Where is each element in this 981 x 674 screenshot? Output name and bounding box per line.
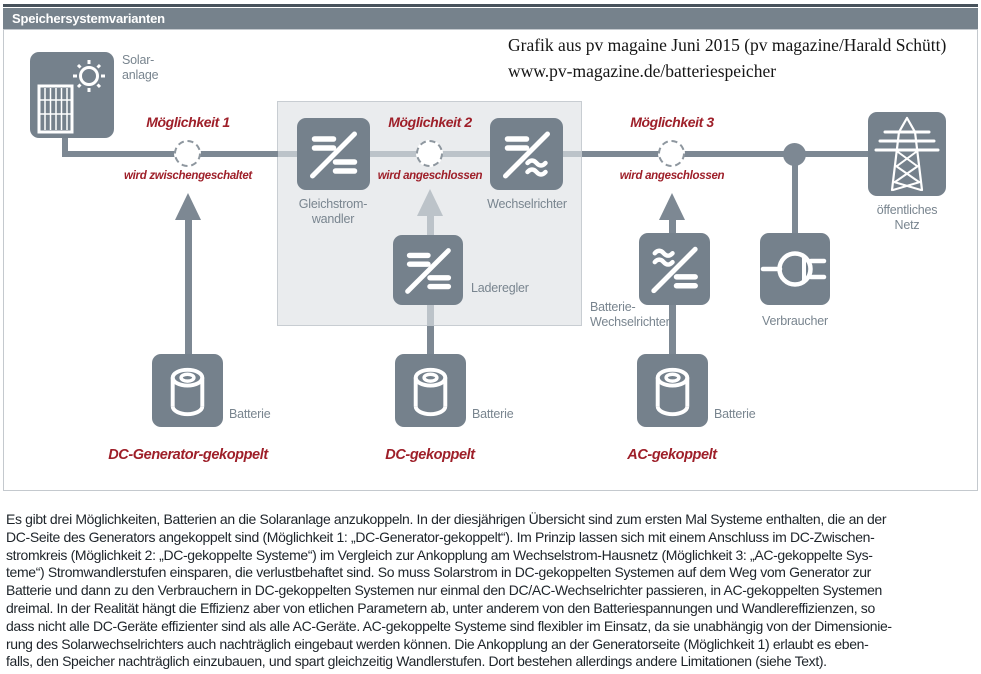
coupling-label-2: DC-gekoppelt — [385, 447, 475, 463]
battery-icon-1 — [152, 354, 223, 427]
coupling-label-3: AC-gekoppelt — [627, 447, 717, 463]
solar-label: Solar- anlage — [122, 53, 159, 82]
inverter-label: Wechselrichter — [487, 197, 567, 211]
caption-line: Es gibt drei Möglichkeiten, Batterien an die Solaranlage anzukoppeln. In der diesjährigen Übersicht sind zum ersten Mal Systeme enthalten, die an der — [6, 511, 887, 527]
caption-line: stromkreis (Möglichkeit 2: „DC-gekoppelte Systeme“) im Vergleich zur Ankopplung am Wechselstrom-Hausnetz (Möglichkeit 3: „AC-gekoppelte Sys- — [6, 546, 873, 563]
consumer-plug-icon — [760, 233, 830, 305]
attribution-line1: Grafik aus pv magaine Juni 2015 (pv magazine/Harald Schütt) — [508, 35, 947, 55]
connection-point-3 — [658, 140, 685, 167]
junction-dot — [783, 143, 806, 166]
battery-icon-2 — [395, 354, 466, 427]
battery-label-2: Batterie — [472, 407, 514, 421]
arrow-up-icon-3 — [659, 193, 685, 220]
header-bar — [3, 8, 978, 29]
battery-label-1: Batterie — [229, 407, 271, 421]
main-line-right — [582, 151, 871, 157]
battery-inverter-label: Batterie- Wechselrichter — [590, 300, 670, 329]
caption — [6, 511, 976, 671]
caption-line: rung des Solarwechselrichters auch nachträglich eingebaut werden können. Die Ankopplung an der Generatorseite (Möglichkeit 1) erlaubt es eben- — [6, 635, 869, 652]
battery-inverter-icon — [639, 233, 710, 305]
possibility-2-subtitle: wird angeschlossen — [377, 170, 483, 182]
main-line-left — [62, 151, 278, 157]
battery-label-3: Batterie — [714, 407, 756, 421]
grid-label: öffentliches Netz — [876, 203, 938, 232]
arrow-up-icon-1 — [175, 193, 201, 220]
caption-line: teme“) Stromwandlerstufen einsparen, die verlustbehaftet sind. So muss Solarstrom in DC-gekoppelten Systemen auf dem Weg vom Generator zur — [6, 564, 871, 581]
solar-panel-icon — [30, 52, 114, 138]
caption-line: dass nicht alle DC-Geräte effizienter sind als alle AC-Geräte. AC-gekoppelte Systeme sind flexibler im Einsatz, da sie unabhängig von der Dimensionie- — [6, 617, 892, 634]
possibility-3-title: Möglichkeit 3 — [630, 114, 714, 130]
coupling-label-1: DC-Generator-gekoppelt — [108, 447, 268, 463]
caption-line: falls, den Speicher nachträglich einzubauen, und spart gleichzeitig Wandlerstufen. Dort bestehen allerdings andere Limitationen (siehe Text). — [6, 653, 827, 670]
top-rule — [3, 4, 978, 7]
arrow-shaft-2-dark — [427, 326, 434, 355]
arrow-up-icon-2 — [417, 189, 443, 216]
consumer-branch-line — [792, 154, 798, 238]
charge-controller-icon — [393, 235, 463, 305]
dc-dc-converter-label: Gleichstrom- wandler — [298, 197, 368, 226]
possibility-2-title: Möglichkeit 2 — [388, 114, 472, 130]
caption-line: DC-Seite des Generators angekoppelt sind (Möglichkeit 1: „DC-Generator-gekoppelt“). Im Prinzip lassen sich mit einem Anschluss im DC-Zwischen- — [6, 528, 875, 545]
battery-icon-3 — [637, 354, 708, 427]
possibility-3-subtitle: wird angeschlossen — [619, 170, 725, 182]
caption-line: Batterie und dann zu den Verbrauchern in DC-gekoppelten Systemen nur einmal den DC/AC-Wechselrichter passieren, in AC-gekoppelten Systemen — [6, 582, 882, 599]
attribution — [508, 32, 946, 84]
connection-point-1 — [174, 140, 201, 167]
consumer-label: Verbraucher — [762, 314, 828, 328]
charge-controller-label: Laderegler — [471, 281, 529, 295]
grid-pylon-icon — [868, 112, 946, 196]
attribution-line2: www.pv-magazine.de/batteriespeicher — [508, 61, 777, 81]
possibility-1-subtitle: wird zwischengeschaltet — [124, 170, 252, 182]
figure-title: Speichersystemvarianten — [12, 11, 165, 26]
caption-line: dreimal. In der Realität hängt die Effizienz aber von etlichen Parametern ab, unter anderem von den Batteriespannungen und Wandlereffizienzen, so — [6, 599, 875, 616]
connection-point-2 — [416, 140, 443, 167]
possibility-1-title: Möglichkeit 1 — [146, 114, 230, 130]
arrow-shaft-1 — [185, 218, 192, 354]
